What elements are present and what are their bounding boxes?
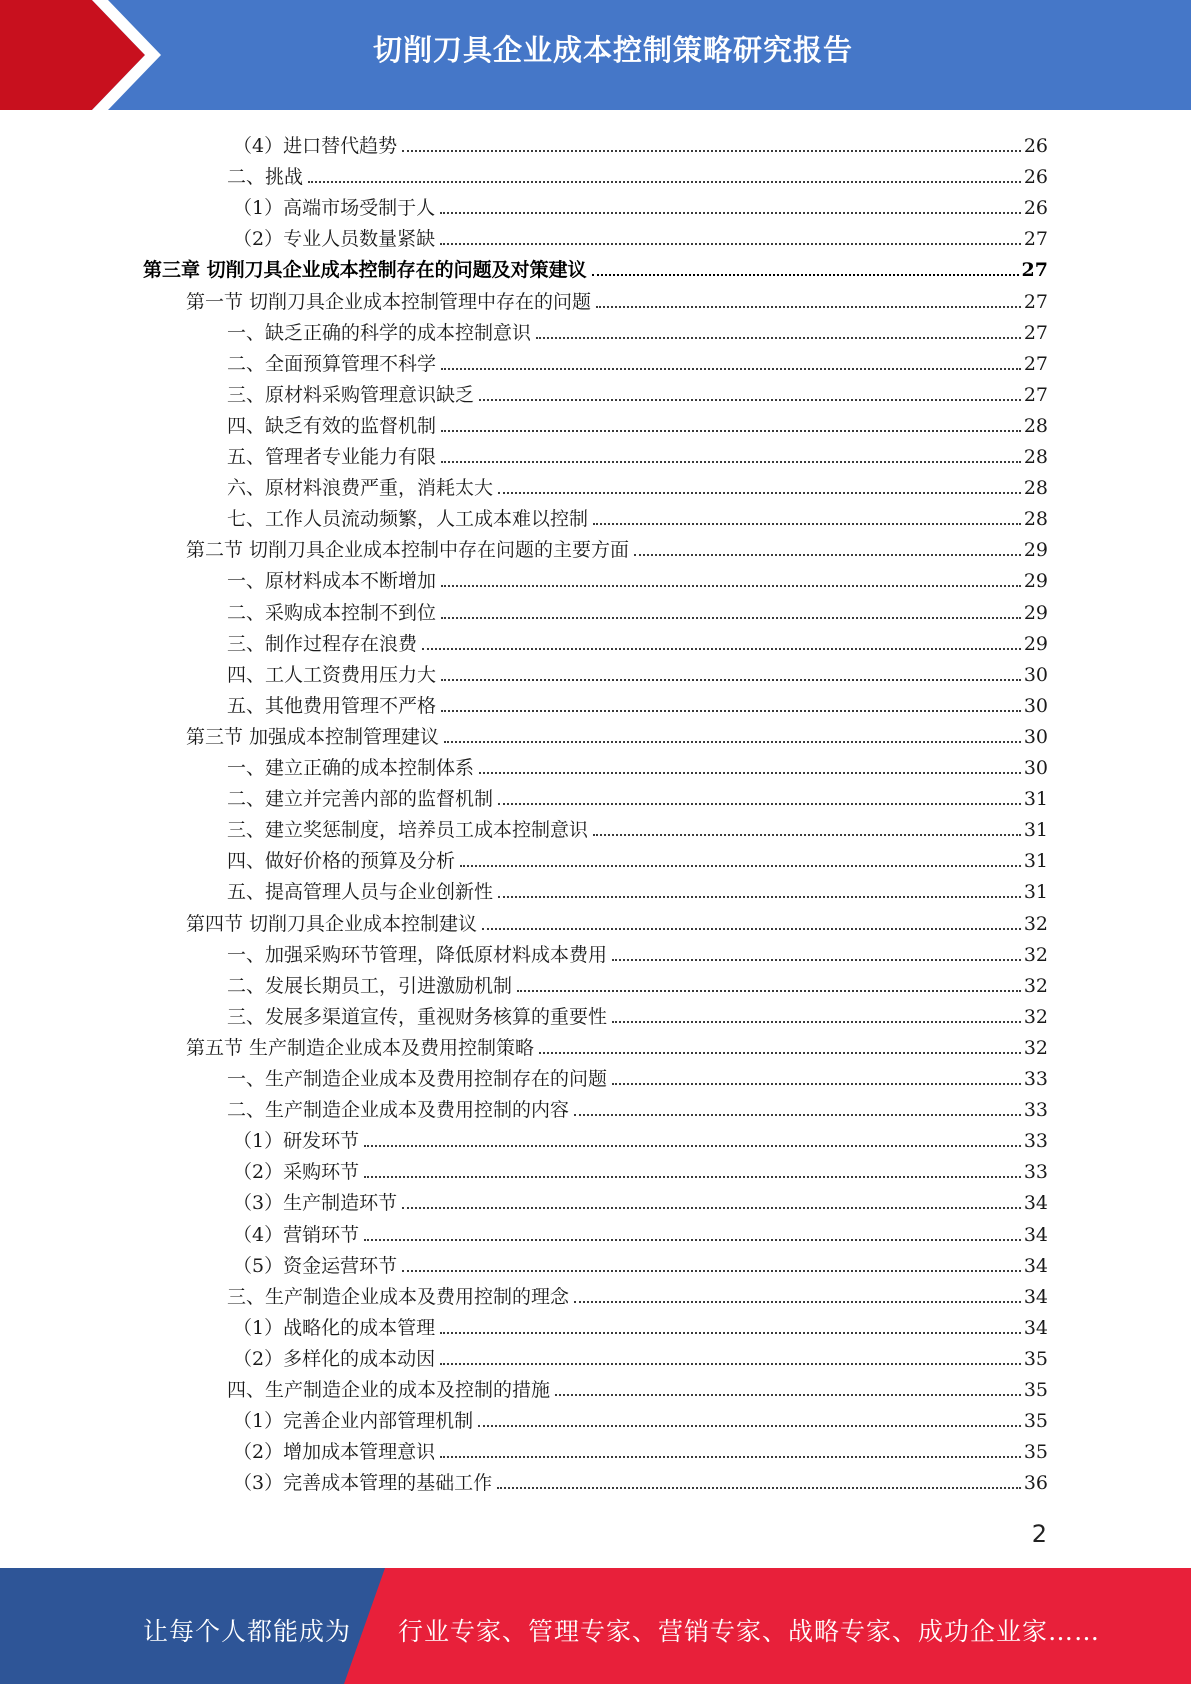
toc-entry-label: 一、加强采购环节管理，降低原材料成本费用 xyxy=(227,943,608,966)
toc-entry-page: 35 xyxy=(1023,1347,1048,1370)
page-number: 2 xyxy=(1031,1520,1047,1548)
toc-item-entry[interactable] xyxy=(227,1278,1048,1309)
toc-dot-leader xyxy=(440,1455,1021,1458)
toc-entry-page: 27 xyxy=(1023,321,1048,344)
toc-dot-leader xyxy=(612,1020,1021,1023)
toc-entry-label: （4）营销环节 xyxy=(233,1223,360,1246)
toc-item-entry[interactable] xyxy=(227,749,1048,780)
toc-entry-page: 27 xyxy=(1023,383,1048,406)
toc-entry-page: 31 xyxy=(1023,819,1048,842)
toc-entry-page: 28 xyxy=(1023,508,1048,531)
toc-entry-page: 26 xyxy=(1023,135,1048,157)
toc-entry-page: 36 xyxy=(1023,1472,1048,1495)
toc-dot-leader xyxy=(574,1113,1021,1116)
toc-item-entry[interactable] xyxy=(227,345,1048,376)
toc-entry-label: 三、建立奖惩制度，培养员工成本控制意识 xyxy=(227,819,589,842)
toc-item-entry[interactable] xyxy=(227,625,1048,656)
toc-entry-label: 一、建立正确的成本控制体系 xyxy=(227,757,475,779)
toc-item-entry[interactable] xyxy=(233,1464,1048,1495)
toc-entry-page: 27 xyxy=(1023,290,1048,313)
toc-entry-label: 五、提高管理人员与企业创新性 xyxy=(227,881,494,904)
footer-slogan-left: 让每个人都能成为 xyxy=(143,1617,352,1646)
toc-entry-label: 第五节 生产制造企业成本及费用控制策略 xyxy=(186,1036,535,1059)
toc-item-entry[interactable] xyxy=(227,1091,1048,1122)
toc-entry-label: 七、工作人员流动频繁，人工成本难以控制 xyxy=(227,508,589,531)
toc-item-entry[interactable] xyxy=(233,1153,1048,1184)
toc-entry-label: （2）增加成本管理意识 xyxy=(233,1441,436,1464)
toc-dot-leader xyxy=(479,771,1021,774)
toc-item-entry[interactable] xyxy=(233,127,1048,158)
toc-item-entry[interactable] xyxy=(233,189,1048,220)
toc-item-entry[interactable] xyxy=(227,158,1048,189)
toc-entry-label: 二、发展长期员工，引进激励机制 xyxy=(227,974,513,997)
toc-dot-leader xyxy=(497,1486,1021,1489)
toc-entry-label: 一、原材料成本不断增加 xyxy=(227,570,437,593)
toc-entry-page: 30 xyxy=(1023,663,1048,686)
toc-section-entry[interactable] xyxy=(186,531,1048,562)
toc-entry-page: 28 xyxy=(1023,414,1048,437)
toc-entry-page: 34 xyxy=(1023,1316,1048,1339)
toc-entry-page: 28 xyxy=(1023,446,1048,468)
toc-dot-leader xyxy=(440,1331,1021,1334)
toc-entry-page: 34 xyxy=(1023,1223,1048,1246)
toc-item-entry[interactable] xyxy=(227,873,1048,904)
toc-item-entry[interactable] xyxy=(227,438,1048,469)
toc-entry-page: 35 xyxy=(1023,1379,1048,1401)
toc-dot-leader xyxy=(402,149,1021,152)
toc-item-entry[interactable] xyxy=(227,407,1048,438)
toc-entry-page: 30 xyxy=(1023,757,1048,779)
toc-entry-label: 第一节 切削刀具企业成本控制管理中存在的问题 xyxy=(186,290,592,313)
toc-item-entry[interactable] xyxy=(227,314,1048,345)
toc-item-entry[interactable] xyxy=(227,656,1048,687)
toc-dot-leader xyxy=(441,709,1021,712)
toc-dot-leader xyxy=(536,336,1021,339)
toc-entry-label: 二、生产制造企业成本及费用控制的内容 xyxy=(227,1099,570,1122)
toc-entry-page: 26 xyxy=(1023,166,1048,189)
toc-item-entry[interactable] xyxy=(227,562,1048,593)
toc-entry-label: 二、全面预算管理不科学 xyxy=(227,352,437,375)
toc-entry-label: （1）高端市场受制于人 xyxy=(233,197,436,220)
toc-entry-page: 30 xyxy=(1023,725,1048,748)
toc-dot-leader xyxy=(479,398,1021,401)
toc-entry-label: （4）进口替代趋势 xyxy=(233,135,398,157)
toc-entry-page: 31 xyxy=(1023,850,1048,873)
toc-item-entry[interactable] xyxy=(227,842,1048,873)
footer-slogan-right: 行业专家、管理专家、营销专家、战略专家、成功企业家…… xyxy=(398,1617,1101,1646)
toc-dot-leader xyxy=(440,1362,1021,1365)
toc-item-entry[interactable] xyxy=(233,1122,1048,1153)
toc-entry-label: 四、做好价格的预算及分析 xyxy=(227,850,456,873)
toc-entry-label: 二、采购成本控制不到位 xyxy=(227,601,437,624)
toc-section-entry[interactable] xyxy=(186,1029,1048,1060)
toc-entry-page: 33 xyxy=(1023,1099,1048,1122)
toc-item-entry[interactable] xyxy=(227,594,1048,625)
toc-item-entry[interactable] xyxy=(233,1216,1048,1247)
toc-dot-leader xyxy=(440,242,1021,245)
toc-dot-leader xyxy=(498,895,1021,898)
toc-dot-leader xyxy=(612,958,1021,961)
toc-entry-label: （1）研发环节 xyxy=(233,1130,360,1153)
toc-item-entry[interactable] xyxy=(233,220,1048,251)
toc-item-entry[interactable] xyxy=(233,1402,1048,1433)
toc-entry-page: 30 xyxy=(1023,694,1048,717)
toc-dot-leader xyxy=(364,1238,1021,1241)
toc-entry-label: 四、工人工资费用压力大 xyxy=(227,663,437,686)
toc-dot-leader xyxy=(478,1424,1021,1427)
toc-entry-page: 34 xyxy=(1023,1254,1048,1277)
toc-entry-label: 第二节 切削刀具企业成本控制中存在问题的主要方面 xyxy=(186,539,630,562)
toc-entry-page: 32 xyxy=(1023,943,1048,966)
toc-entry-page: 29 xyxy=(1023,570,1048,593)
toc-entry-label: （2）专业人员数量紧缺 xyxy=(233,228,436,251)
toc-dot-leader xyxy=(402,1269,1021,1272)
toc-entry-label: 六、原材料浪费严重，消耗太大 xyxy=(227,477,494,500)
toc-entry-label: （3）完善成本管理的基础工作 xyxy=(233,1472,493,1495)
toc-item-entry[interactable] xyxy=(227,500,1048,531)
toc-entry-page: 27 xyxy=(1023,228,1048,251)
page-header xyxy=(0,0,1191,110)
toc-item-entry[interactable] xyxy=(233,1184,1048,1215)
toc-section-entry[interactable] xyxy=(186,283,1048,314)
toc-entry-page: 28 xyxy=(1023,477,1048,500)
toc-entry-label: 三、原材料采购管理意识缺乏 xyxy=(227,383,475,406)
toc-entry-page: 29 xyxy=(1023,601,1048,624)
toc-item-entry[interactable] xyxy=(233,1433,1048,1464)
toc-entry-page: 31 xyxy=(1023,788,1048,811)
toc-dot-leader xyxy=(612,1082,1021,1085)
toc-dot-leader xyxy=(498,491,1021,494)
toc-dot-leader xyxy=(441,460,1021,463)
toc-entry-label: 三、生产制造企业成本及费用控制的理念 xyxy=(227,1285,570,1308)
toc-dot-leader xyxy=(441,367,1021,370)
toc-item-entry[interactable] xyxy=(233,1309,1048,1340)
toc-dot-leader xyxy=(592,273,1019,276)
toc-entry-page: 35 xyxy=(1023,1410,1048,1433)
toc-entry-label: 第三节 加强成本控制管理建议 xyxy=(186,725,440,748)
toc-item-entry[interactable] xyxy=(227,936,1048,967)
toc-dot-leader xyxy=(555,1393,1021,1396)
toc-entry-page: 35 xyxy=(1023,1441,1048,1464)
toc-item-entry[interactable] xyxy=(227,376,1048,407)
toc-item-entry[interactable] xyxy=(227,469,1048,500)
toc-dot-leader xyxy=(402,1206,1021,1209)
toc-dot-leader xyxy=(539,1051,1021,1054)
toc-entry-label: 一、生产制造企业成本及费用控制存在的问题 xyxy=(227,1068,608,1090)
toc-chapter-entry[interactable] xyxy=(143,251,1048,282)
report-title: 切削刀具企业成本控制策略研究报告 xyxy=(372,33,853,67)
toc-entry-label: 二、建立并完善内部的监督机制 xyxy=(227,788,494,811)
toc-dot-leader xyxy=(460,864,1021,867)
toc-entry-page: 34 xyxy=(1023,1192,1048,1215)
toc-section-entry[interactable] xyxy=(186,718,1048,749)
toc-item-entry[interactable] xyxy=(227,780,1048,811)
toc-entry-label: （2）多样化的成本动因 xyxy=(233,1347,436,1370)
toc-section-entry[interactable] xyxy=(186,905,1048,936)
toc-entry-page: 32 xyxy=(1023,1036,1048,1059)
toc-entry-label: 一、缺乏正确的科学的成本控制意识 xyxy=(227,321,532,344)
toc-entry-label: （1）完善企业内部管理机制 xyxy=(233,1410,474,1433)
toc-dot-leader xyxy=(482,927,1021,930)
toc-dot-leader xyxy=(596,305,1021,308)
toc-entry-label: 三、制作过程存在浪费 xyxy=(227,632,418,655)
toc-entry-page: 33 xyxy=(1023,1068,1048,1090)
toc-entry-label: 二、挑战 xyxy=(227,166,304,189)
toc-dot-leader xyxy=(308,180,1021,183)
toc-entry-label: （1）战略化的成本管理 xyxy=(233,1316,436,1339)
toc-dot-leader xyxy=(440,211,1021,214)
toc-dot-leader xyxy=(441,678,1021,681)
toc-entry-label: 五、其他费用管理不严格 xyxy=(227,694,437,717)
toc-entry-label: 第四节 切削刀具企业成本控制建议 xyxy=(186,912,478,935)
toc-dot-leader xyxy=(593,833,1021,836)
toc-item-entry[interactable] xyxy=(227,967,1048,998)
toc-dot-leader xyxy=(364,1175,1021,1178)
toc-item-entry[interactable] xyxy=(227,1371,1048,1402)
toc-entry-page: 33 xyxy=(1023,1130,1048,1153)
toc-entry-page: 27 xyxy=(1023,352,1048,375)
toc-entry-page: 31 xyxy=(1023,881,1048,904)
toc-dot-leader xyxy=(593,522,1021,525)
toc-entry-label: （3）生产制造环节 xyxy=(233,1192,398,1215)
toc-item-entry[interactable] xyxy=(233,1340,1048,1371)
toc-dot-leader xyxy=(441,616,1021,619)
toc-entry-label: 第三章 切削刀具企业成本控制存在的问题及对策建议 xyxy=(143,259,587,282)
toc-entry-page: 34 xyxy=(1023,1285,1048,1308)
toc-entry-page: 32 xyxy=(1023,1005,1048,1028)
toc-entry-page: 27 xyxy=(1021,259,1048,282)
toc-item-entry[interactable] xyxy=(227,1060,1048,1091)
toc-item-entry[interactable] xyxy=(227,687,1048,718)
toc-item-entry[interactable] xyxy=(227,811,1048,842)
toc-entry-page: 29 xyxy=(1023,539,1048,562)
toc-entry-page: 33 xyxy=(1023,1161,1048,1184)
toc-entry-label: 五、管理者专业能力有限 xyxy=(227,446,437,468)
toc-item-entry[interactable] xyxy=(233,1247,1048,1278)
toc-entry-page: 29 xyxy=(1023,632,1048,655)
toc-entry-page: 26 xyxy=(1023,197,1048,220)
toc-dot-leader xyxy=(441,429,1021,432)
toc-dot-leader xyxy=(634,553,1021,556)
toc-item-entry[interactable] xyxy=(227,998,1048,1029)
toc-entry-label: 四、缺乏有效的监督机制 xyxy=(227,414,437,437)
toc-dot-leader xyxy=(498,802,1021,805)
toc-entry-label: （2）采购环节 xyxy=(233,1161,360,1184)
toc-entry-label: 三、发展多渠道宣传，重视财务核算的重要性 xyxy=(227,1005,608,1028)
toc-dot-leader xyxy=(574,1300,1021,1303)
toc-entry-page: 32 xyxy=(1023,974,1048,997)
toc-dot-leader xyxy=(517,989,1021,992)
toc-entry-label: （5）资金运营环节 xyxy=(233,1254,398,1277)
page-footer xyxy=(0,1568,1191,1684)
toc-dot-leader xyxy=(364,1144,1021,1147)
toc-dot-leader xyxy=(444,740,1021,743)
toc-entry-label: 四、生产制造企业的成本及控制的措施 xyxy=(227,1379,551,1401)
toc-entry-page: 32 xyxy=(1023,912,1048,935)
toc-dot-leader xyxy=(441,584,1021,587)
toc-dot-leader xyxy=(422,647,1021,650)
